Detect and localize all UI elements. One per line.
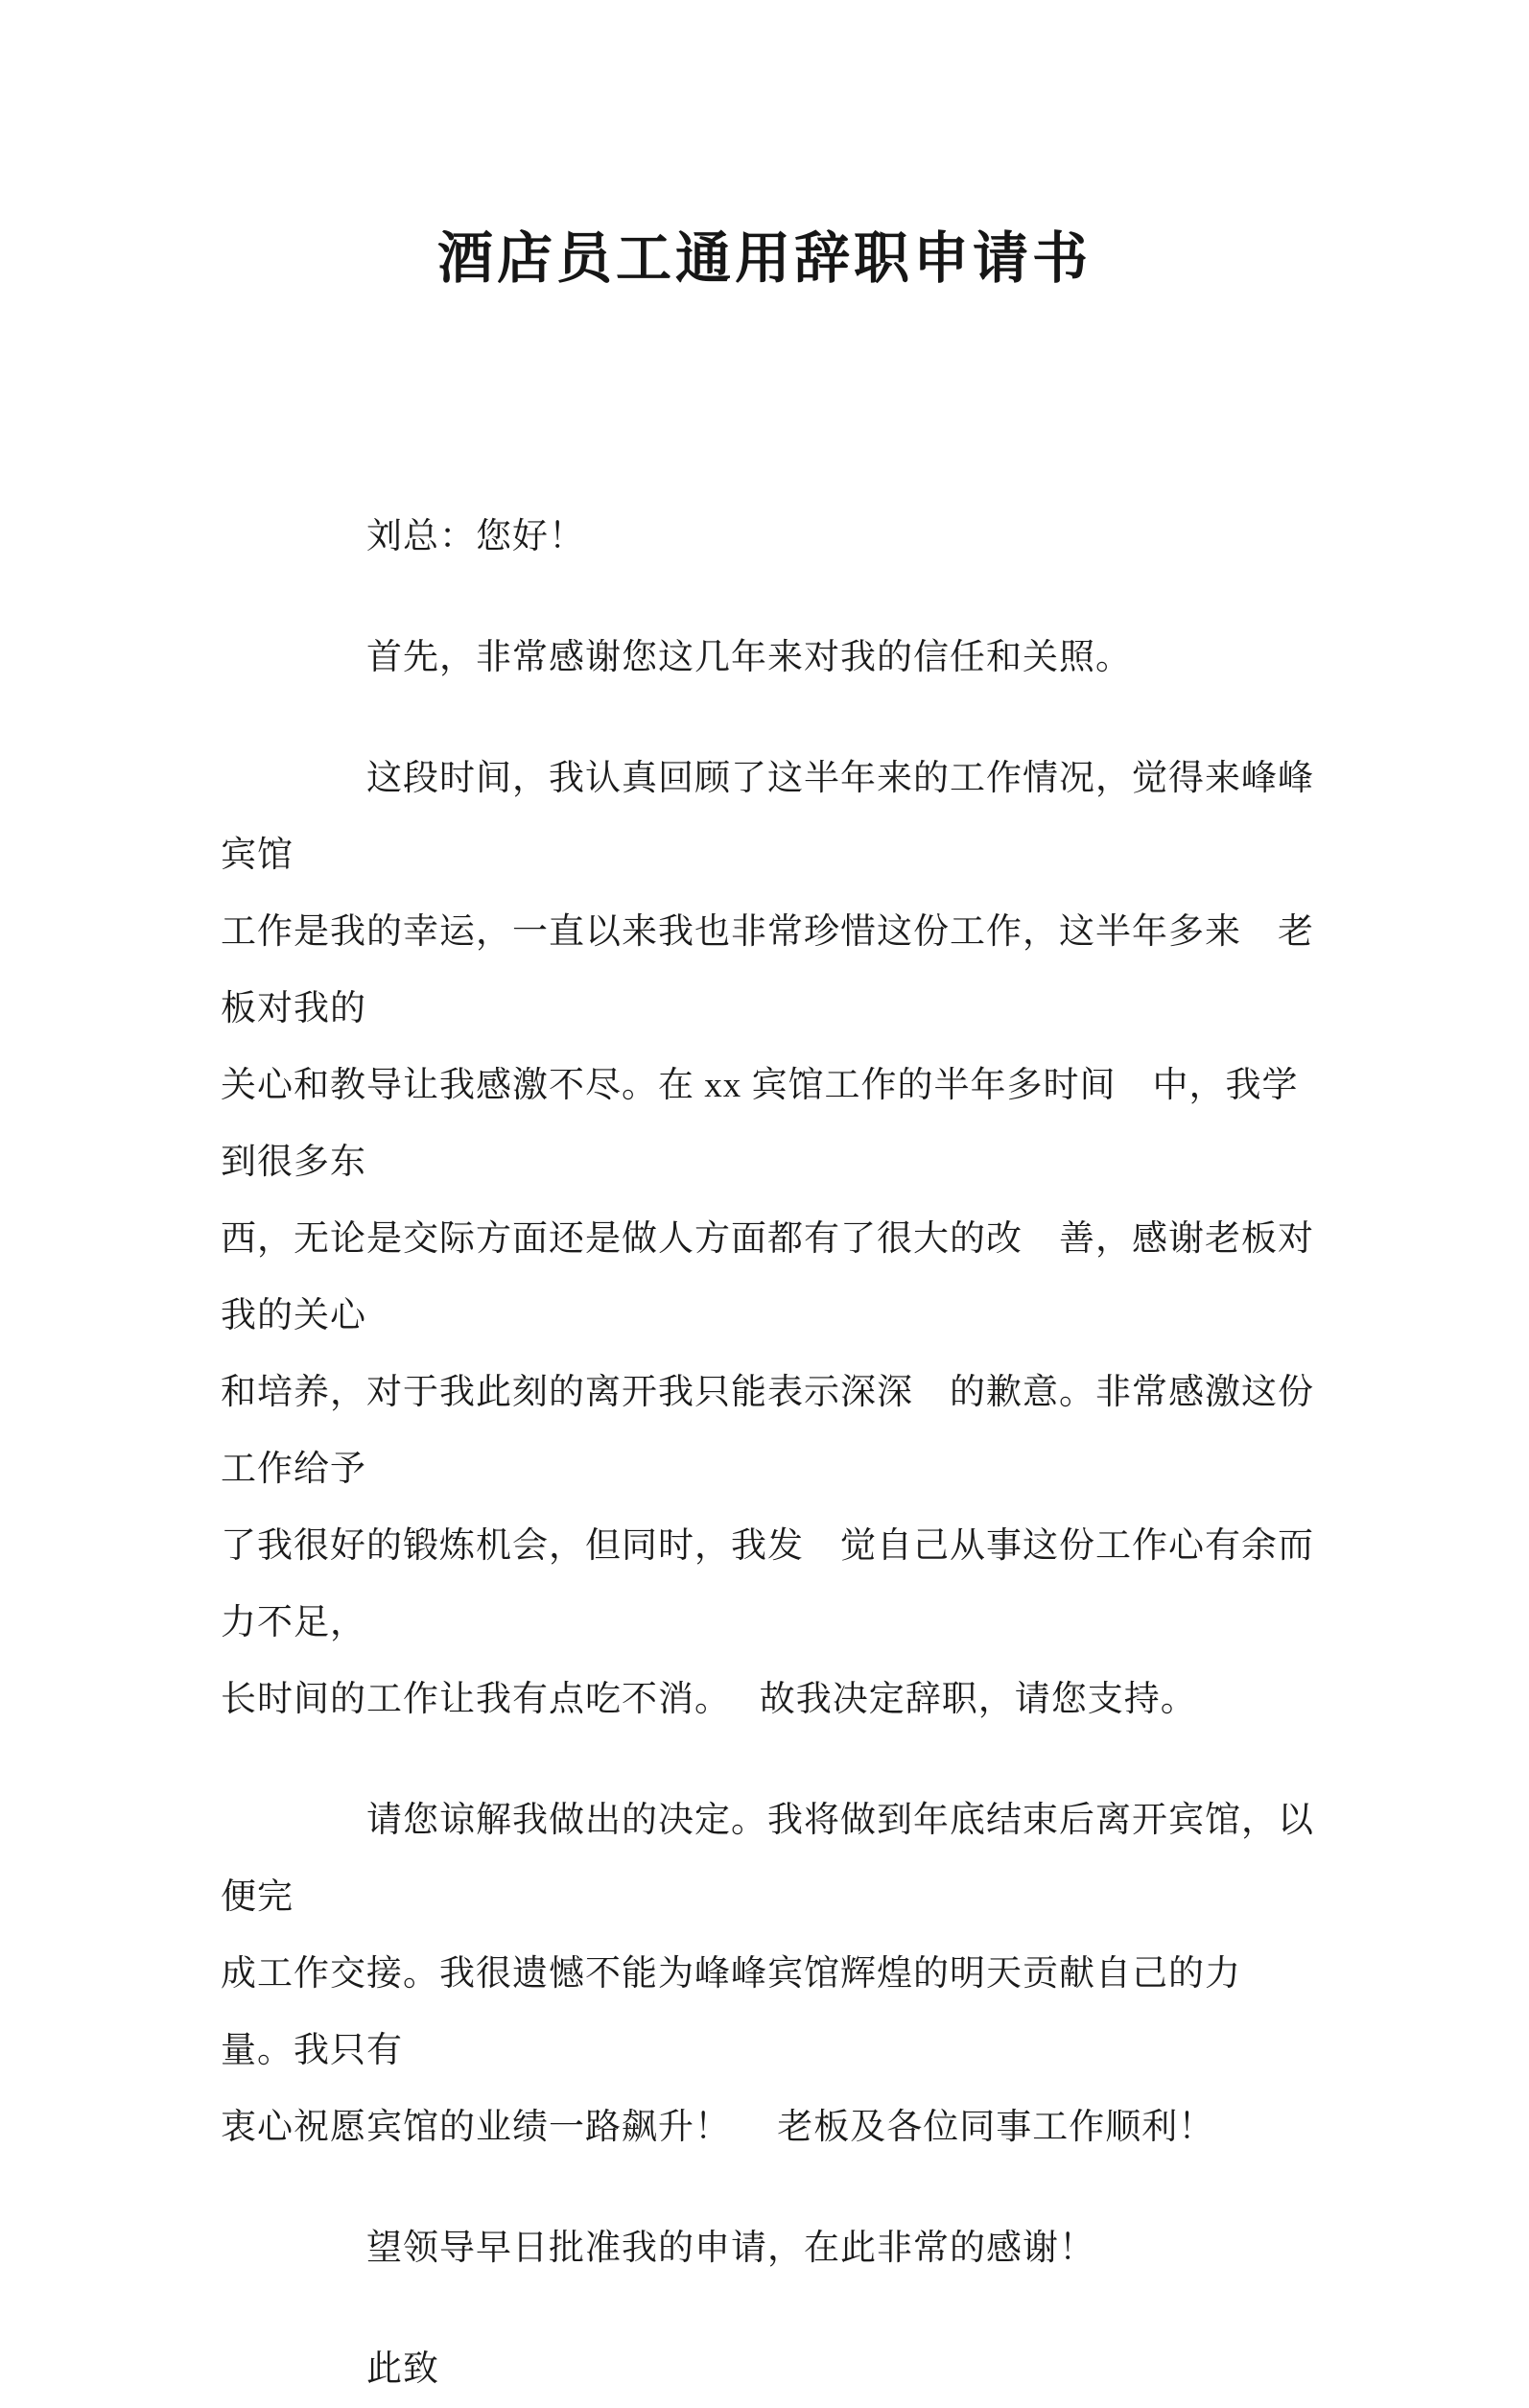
paragraph-line: 衷心祝愿宾馆的业绩一路飙升！ 老板及各位同事工作顺利！	[221, 2107, 1215, 2147]
paragraph-line: 成工作交接。我很遗憾不能为峰峰宾馆辉煌的明天贡献自己的力 量。我只有	[221, 1953, 1278, 2070]
paragraph-line: 关心和教导让我感激不尽。在 xx 宾馆工作的半年多时间 中，我学到很多东	[221, 1065, 1299, 1182]
paragraph-line: 了我很好的锻炼机会，但同时，我发 觉自己从事这份工作心有余而力不足，	[221, 1525, 1314, 1642]
salutation-line: 刘总：您好！	[366, 516, 585, 556]
paragraph-line: 工作是我的幸运，一直以来我也非常珍惜这份工作，这半年多来 老板对我的	[221, 911, 1314, 1028]
paragraph-line: 长时间的工作让我有点吃不消。 故我决定辞职，请您支持。	[221, 1679, 1197, 1719]
closing-line: 此致	[366, 2349, 439, 2389]
paragraph-line: 和培养，对于我此刻的离开我只能表示深深 的歉意。非常感激这份工作给予	[221, 1372, 1314, 1489]
paragraph-line: 西，无论是交际方面还是做人方面都有了很大的改 善，感谢老板对我的关心	[221, 1218, 1314, 1335]
paragraph-line: 望领导早日批准我的申请，在此非常的感谢！	[366, 2228, 1095, 2268]
paragraph-line: 这段时间，我认真回顾了这半年来的工作情况，觉得来峰峰 宾馆	[221, 758, 1351, 875]
approval-request-paragraph	[221, 2210, 1316, 2287]
closing-paragraph	[221, 2331, 1316, 2408]
document-body	[221, 499, 1351, 2408]
paragraph-line: 首先，非常感谢您这几年来对我的信任和关照。	[366, 637, 1132, 677]
document-title: 酒店员工通用辞职申请书	[436, 227, 1092, 290]
work-review-paragraph	[221, 741, 1351, 1738]
salutation-paragraph	[221, 499, 1316, 576]
opening-thanks-paragraph	[221, 620, 1316, 696]
document-page	[0, 225, 1529, 2390]
handover-paragraph	[221, 1782, 1351, 2166]
paragraph-line: 请您谅解我做出的决定。我将做到年底结束后离开宾馆，以 便完	[221, 1800, 1351, 1917]
